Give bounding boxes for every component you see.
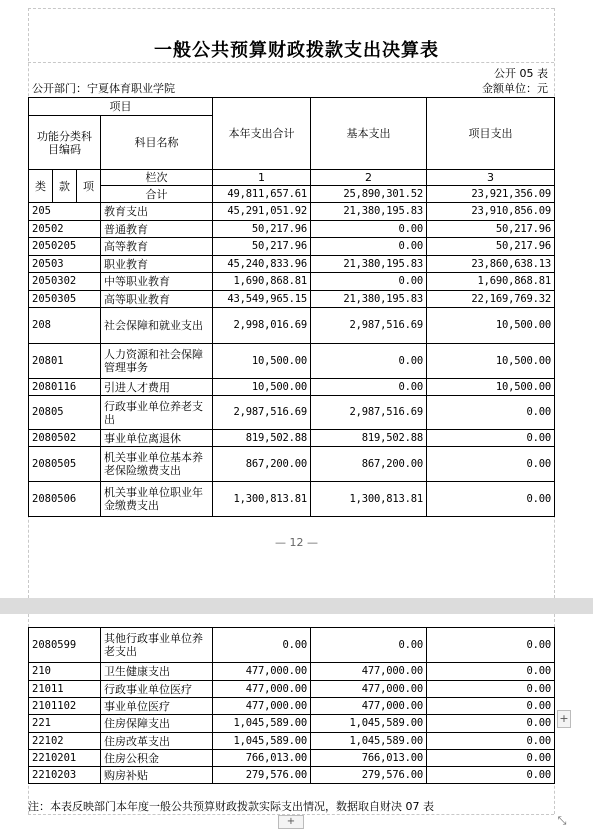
project-expenditure-value: 50,217.96 (427, 221, 555, 238)
subject-name: 人力资源和社会保障管理事务 (101, 344, 213, 379)
resize-handle-icon[interactable]: ⤡ (557, 814, 567, 827)
total-value-3: 23,921,356.09 (427, 186, 555, 203)
total-expenditure-value: 2,987,516.69 (213, 396, 311, 430)
subject-code: 2080116 (29, 379, 101, 396)
basic-expenditure-value: 2,987,516.69 (311, 308, 427, 344)
subject-name: 机关事业单位基本养老保险缴费支出 (101, 447, 213, 482)
table-row (29, 767, 555, 784)
subject-code: 205 (29, 203, 101, 221)
form-number: 公开 05 表 (494, 67, 548, 80)
basic-expenditure-value: 21,380,195.83 (311, 203, 427, 221)
header-xiang: 项 (77, 170, 101, 203)
total-expenditure-value: 1,045,589.00 (213, 733, 311, 750)
header-subject-name: 科目名称 (101, 116, 213, 170)
subject-code: 2210203 (29, 767, 101, 784)
basic-expenditure-value: 766,013.00 (311, 750, 427, 767)
subject-code: 20805 (29, 396, 101, 430)
table-row (29, 750, 555, 767)
subject-name: 住房保障支出 (101, 715, 213, 733)
table-row (29, 238, 555, 256)
subject-code: 2080599 (29, 628, 101, 663)
header-kuan: 款 (53, 170, 77, 203)
guide-line (28, 62, 554, 63)
add-column-plus-icon[interactable]: + (557, 710, 571, 728)
basic-expenditure-value: 477,000.00 (311, 681, 427, 698)
basic-expenditure-value: 867,200.00 (311, 447, 427, 482)
table-row (29, 203, 555, 221)
subject-code: 2080502 (29, 430, 101, 447)
subject-name: 普通教育 (101, 221, 213, 238)
table-row (29, 221, 555, 238)
total-expenditure-value: 45,291,051.92 (213, 203, 311, 221)
subject-name: 教育支出 (101, 203, 213, 221)
table-row (29, 256, 555, 273)
basic-expenditure-value: 819,502.88 (311, 430, 427, 447)
header-lei: 类 (29, 170, 53, 203)
project-expenditure-value: 22,169,769.32 (427, 291, 555, 308)
subject-code: 2080506 (29, 482, 101, 517)
project-expenditure-value: 23,910,856.09 (427, 203, 555, 221)
subject-code: 20801 (29, 344, 101, 379)
header-item: 项目 (29, 98, 213, 116)
total-expenditure-value: 1,045,589.00 (213, 715, 311, 733)
header-function-code: 功能分类科目编码 (29, 116, 101, 170)
basic-expenditure-value: 1,300,813.81 (311, 482, 427, 517)
subject-code: 20502 (29, 221, 101, 238)
expenditure-table-page2 (28, 627, 555, 784)
table-row (29, 715, 555, 733)
total-value-2: 25,890,301.52 (311, 186, 427, 203)
project-expenditure-value: 0.00 (427, 681, 555, 698)
total-expenditure-value: 1,690,868.81 (213, 273, 311, 291)
subject-name: 行政事业单位医疗 (101, 681, 213, 698)
total-label: 合计 (101, 186, 213, 203)
basic-expenditure-value: 21,380,195.83 (311, 291, 427, 308)
unit-label: 金额单位：元 (482, 82, 548, 95)
table-row (29, 698, 555, 715)
project-expenditure-value: 0.00 (427, 628, 555, 663)
table-row (29, 628, 555, 663)
total-expenditure-value: 477,000.00 (213, 698, 311, 715)
table-row (29, 681, 555, 698)
table-row (29, 273, 555, 291)
total-expenditure-value: 43,549,965.15 (213, 291, 311, 308)
subject-name: 事业单位离退休 (101, 430, 213, 447)
total-expenditure-value: 2,998,016.69 (213, 308, 311, 344)
subject-name: 高等职业教育 (101, 291, 213, 308)
basic-expenditure-value: 477,000.00 (311, 698, 427, 715)
total-value-1: 49,811,657.61 (213, 186, 311, 203)
total-expenditure-value: 50,217.96 (213, 221, 311, 238)
header-lanci: 栏次 (101, 170, 213, 186)
subject-name: 行政事业单位养老支出 (101, 396, 213, 430)
subject-code: 2050305 (29, 291, 101, 308)
basic-expenditure-value: 279,576.00 (311, 767, 427, 784)
subject-code: 208 (29, 308, 101, 344)
total-expenditure-value: 10,500.00 (213, 344, 311, 379)
total-expenditure-value: 867,200.00 (213, 447, 311, 482)
subject-name: 机关事业单位职业年金缴费支出 (101, 482, 213, 517)
project-expenditure-value: 0.00 (427, 698, 555, 715)
total-expenditure-value: 819,502.88 (213, 430, 311, 447)
project-expenditure-value: 50,217.96 (427, 238, 555, 256)
subject-name: 住房改革支出 (101, 733, 213, 750)
subject-code: 2050205 (29, 238, 101, 256)
table-row (29, 733, 555, 750)
basic-expenditure-value: 0.00 (311, 221, 427, 238)
basic-expenditure-value: 0.00 (311, 238, 427, 256)
total-expenditure-value: 766,013.00 (213, 750, 311, 767)
project-expenditure-value: 0.00 (427, 663, 555, 681)
expenditure-table-page1 (28, 97, 555, 517)
total-expenditure-value: 45,240,833.96 (213, 256, 311, 273)
project-expenditure-value: 23,860,638.13 (427, 256, 555, 273)
table-row (29, 291, 555, 308)
total-expenditure-value: 1,300,813.81 (213, 482, 311, 517)
header-project-expenditure: 项目支出 (427, 98, 555, 170)
total-expenditure-value: 10,500.00 (213, 379, 311, 396)
project-expenditure-value: 0.00 (427, 733, 555, 750)
basic-expenditure-value: 0.00 (311, 379, 427, 396)
basic-expenditure-value: 0.00 (311, 628, 427, 663)
project-expenditure-value: 0.00 (427, 396, 555, 430)
basic-expenditure-value: 1,045,589.00 (311, 715, 427, 733)
table-row (29, 663, 555, 681)
total-expenditure-value: 50,217.96 (213, 238, 311, 256)
project-expenditure-value: 0.00 (427, 767, 555, 784)
total-expenditure-value: 477,000.00 (213, 663, 311, 681)
col-number-1: 1 (213, 170, 311, 186)
subject-code: 2050302 (29, 273, 101, 291)
subject-code: 20503 (29, 256, 101, 273)
table-row (29, 482, 555, 517)
subject-code: 210 (29, 663, 101, 681)
subject-code: 22102 (29, 733, 101, 750)
page-gap (0, 598, 593, 614)
subject-name: 住房公积金 (101, 750, 213, 767)
department-label: 公开部门：宁夏体育职业学院 (32, 82, 175, 95)
total-expenditure-value: 477,000.00 (213, 681, 311, 698)
project-expenditure-value: 10,500.00 (427, 344, 555, 379)
header-total-expenditure: 本年支出合计 (213, 98, 311, 170)
subject-name: 事业单位医疗 (101, 698, 213, 715)
table-note: 注：本表反映部门本年度一般公共预算财政拨款实际支出情况，数据取自财决 07 表 (28, 800, 434, 813)
project-expenditure-value: 0.00 (427, 715, 555, 733)
table-row (29, 430, 555, 447)
table-title: 一般公共预算财政拨款支出决算表 (154, 40, 439, 61)
project-expenditure-value: 0.00 (427, 447, 555, 482)
subject-code: 21011 (29, 681, 101, 698)
table-row (29, 344, 555, 379)
subject-name: 职业教育 (101, 256, 213, 273)
table-row (29, 396, 555, 430)
guide-line (28, 8, 554, 9)
basic-expenditure-value: 477,000.00 (311, 663, 427, 681)
basic-expenditure-value: 2,987,516.69 (311, 396, 427, 430)
project-expenditure-value: 0.00 (427, 430, 555, 447)
page-number: — 12 — (275, 536, 318, 549)
subject-name: 引进人才费用 (101, 379, 213, 396)
basic-expenditure-value: 21,380,195.83 (311, 256, 427, 273)
subject-code: 221 (29, 715, 101, 733)
subject-name: 高等教育 (101, 238, 213, 256)
add-row-plus-icon[interactable]: + (278, 815, 304, 829)
table-row (29, 379, 555, 396)
project-expenditure-value: 1,690,868.81 (427, 273, 555, 291)
subject-code: 2101102 (29, 698, 101, 715)
subject-code: 2210201 (29, 750, 101, 767)
col-number-2: 2 (311, 170, 427, 186)
basic-expenditure-value: 0.00 (311, 273, 427, 291)
project-expenditure-value: 10,500.00 (427, 379, 555, 396)
subject-name: 社会保障和就业支出 (101, 308, 213, 344)
subject-name: 卫生健康支出 (101, 663, 213, 681)
header-basic-expenditure: 基本支出 (311, 98, 427, 170)
col-number-3: 3 (427, 170, 555, 186)
project-expenditure-value: 0.00 (427, 482, 555, 517)
total-expenditure-value: 279,576.00 (213, 767, 311, 784)
basic-expenditure-value: 0.00 (311, 344, 427, 379)
table-row (29, 308, 555, 344)
project-expenditure-value: 0.00 (427, 750, 555, 767)
subject-name: 其他行政事业单位养老支出 (101, 628, 213, 663)
project-expenditure-value: 10,500.00 (427, 308, 555, 344)
subject-code: 2080505 (29, 447, 101, 482)
table-row (29, 447, 555, 482)
basic-expenditure-value: 1,045,589.00 (311, 733, 427, 750)
total-expenditure-value: 0.00 (213, 628, 311, 663)
subject-name: 购房补贴 (101, 767, 213, 784)
subject-name: 中等职业教育 (101, 273, 213, 291)
